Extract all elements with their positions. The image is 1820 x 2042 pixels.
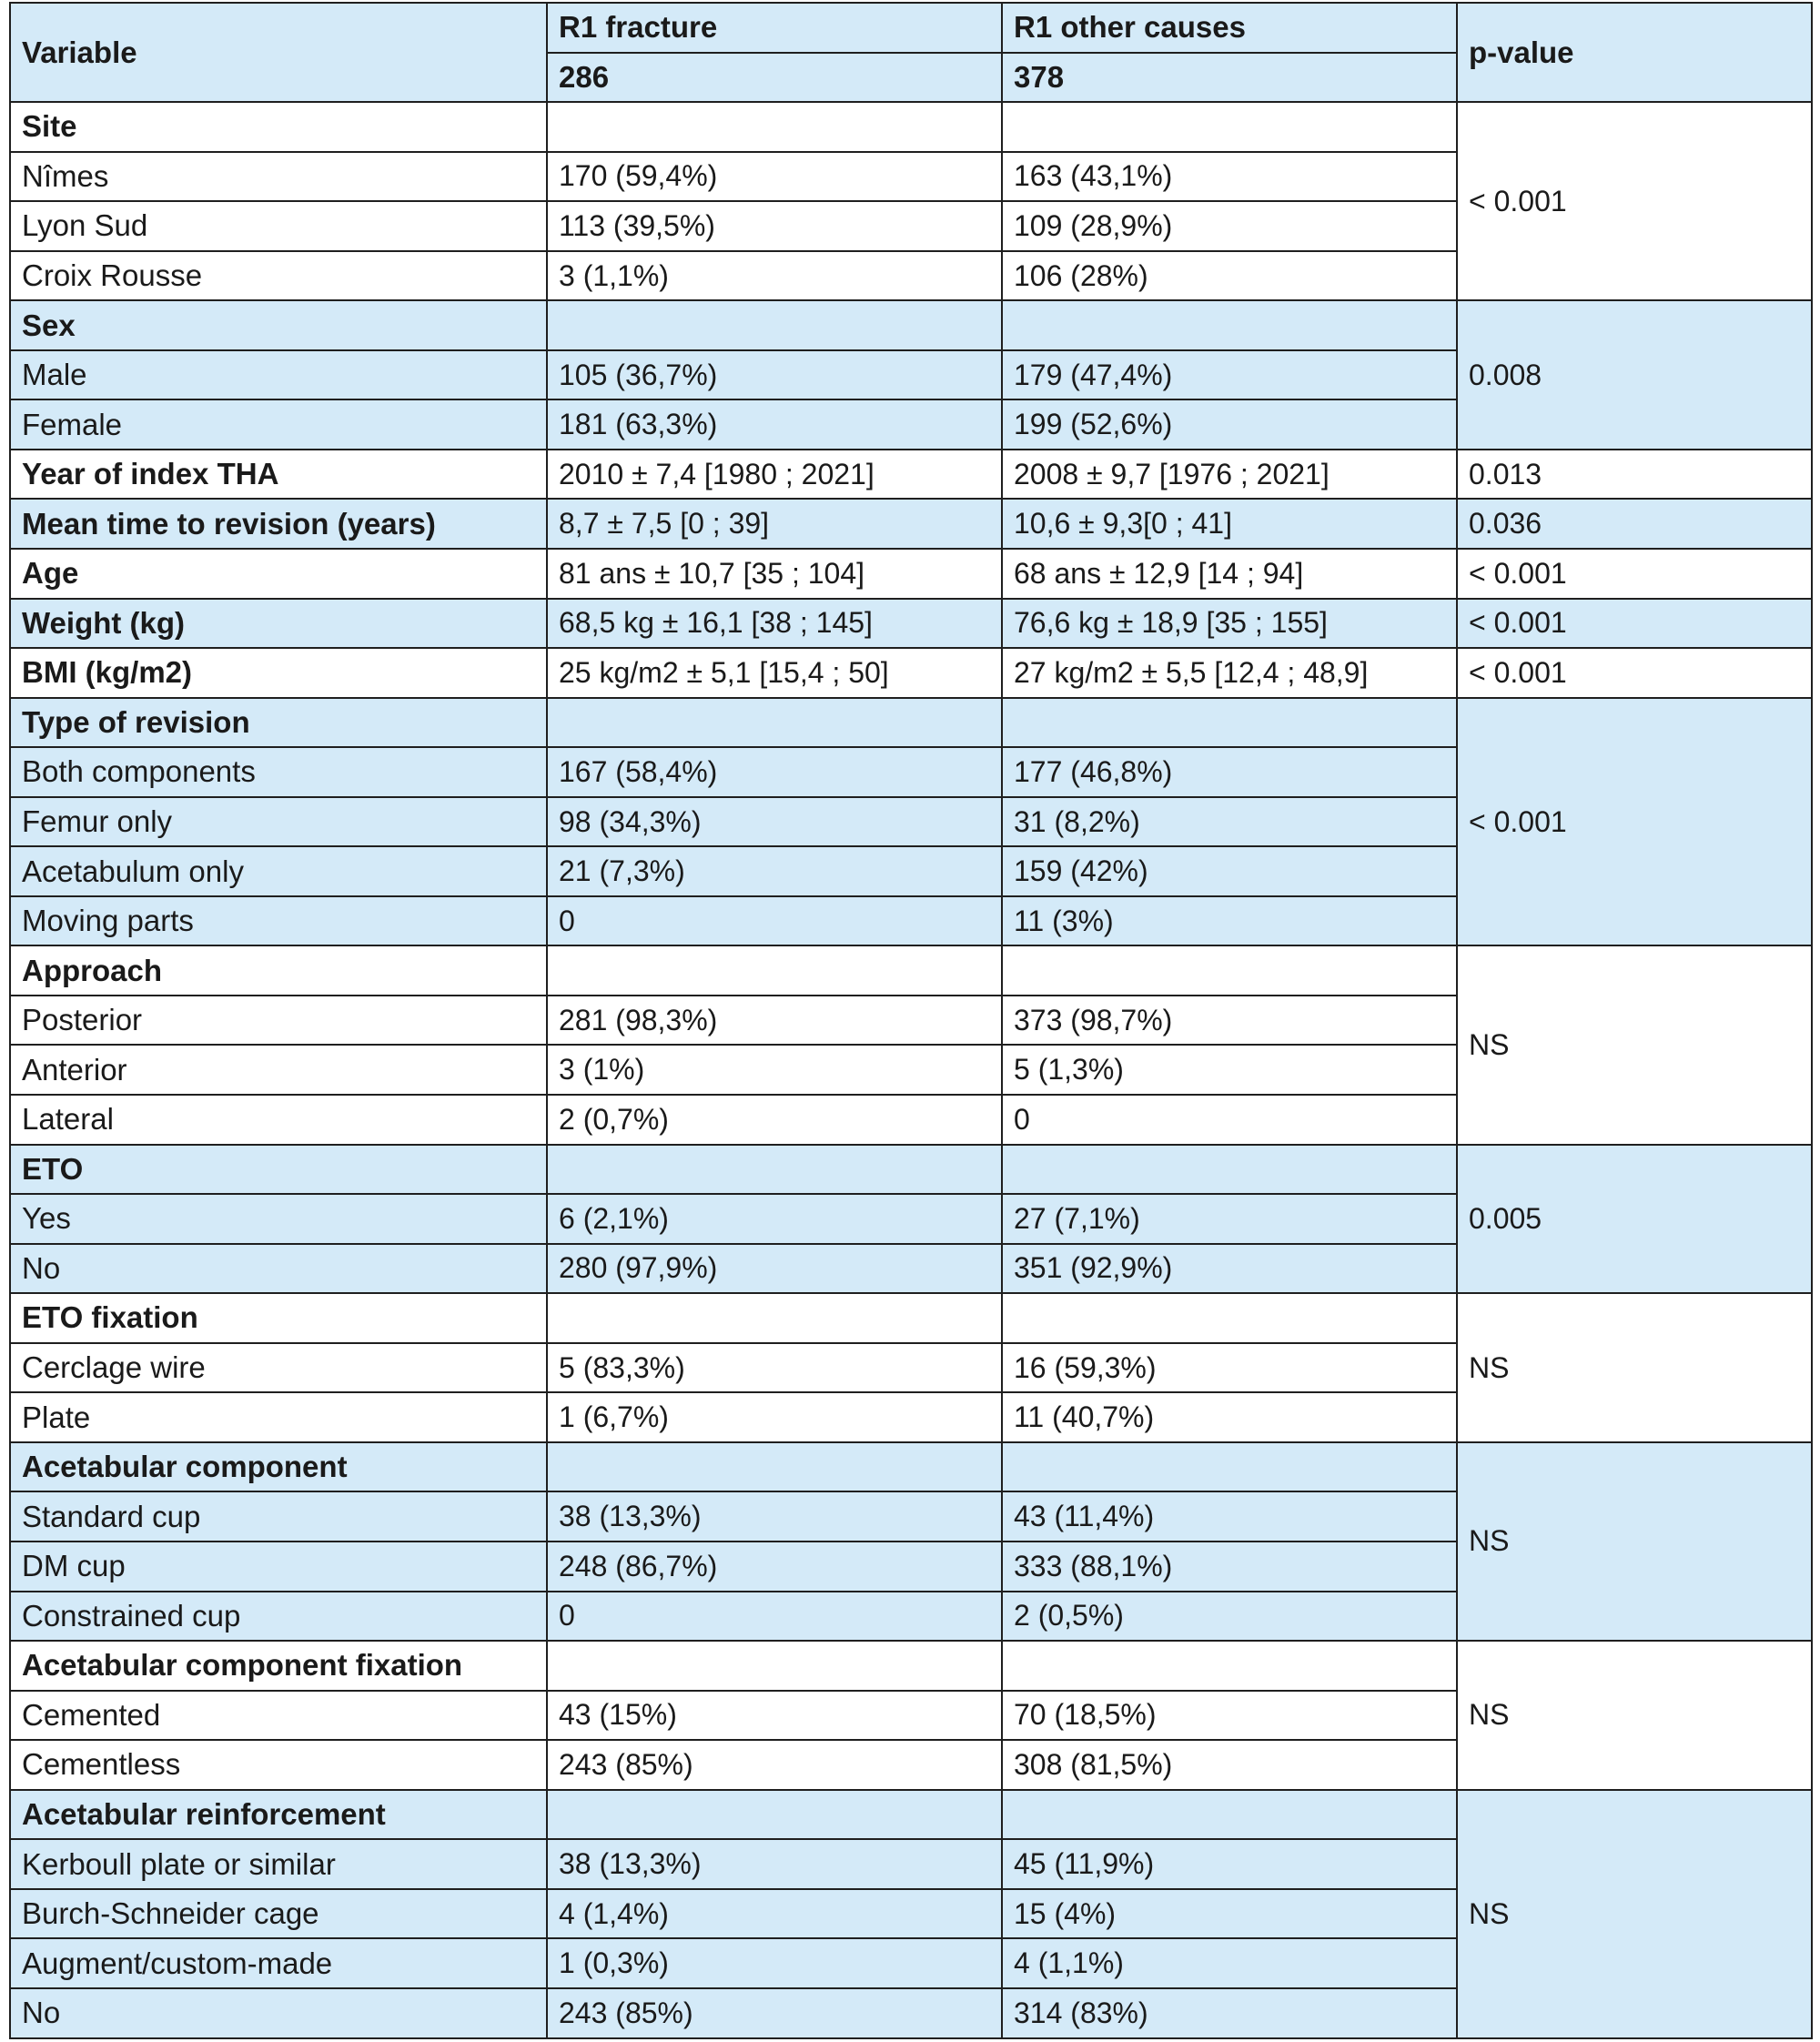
row-label: Female: [10, 399, 547, 450]
category-label: ETO fixation: [10, 1293, 547, 1343]
group1-value: 6 (2,1%): [547, 1194, 1002, 1244]
table-row: [10, 549, 1812, 599]
category-label: Acetabular component fixation: [10, 1641, 547, 1691]
group2-value: [1002, 1442, 1457, 1492]
row-label: Burch-Schneider cage: [10, 1889, 547, 1939]
group1-value: 3 (1,1%): [547, 251, 1002, 301]
group2-value: 109 (28,9%): [1002, 201, 1457, 251]
row-label: Anterior: [10, 1045, 547, 1095]
row-label: No: [10, 1988, 547, 2038]
table-row: [10, 102, 1812, 152]
group1-value: 5 (83,3%): [547, 1343, 1002, 1393]
group1-value: 68,5 kg ± 16,1 [38 ; 145]: [547, 599, 1002, 649]
p-value: < 0.001: [1457, 549, 1812, 599]
group2-value: 76,6 kg ± 18,9 [35 ; 155]: [1002, 599, 1457, 649]
row-label: Constrained cup: [10, 1592, 547, 1642]
group2-value: 27 (7,1%): [1002, 1194, 1457, 1244]
p-value: NS: [1457, 1293, 1812, 1442]
group2-value: 15 (4%): [1002, 1889, 1457, 1939]
p-value: NS: [1457, 1641, 1812, 1790]
row-label: Both components: [10, 747, 547, 797]
header-pvalue: p-value: [1457, 3, 1812, 102]
group1-value: 113 (39,5%): [547, 201, 1002, 251]
group1-value: [547, 1442, 1002, 1492]
table-row: [10, 1145, 1812, 1195]
group1-value: 243 (85%): [547, 1740, 1002, 1790]
group2-value: 163 (43,1%): [1002, 152, 1457, 202]
header-group1-n: 286: [547, 53, 1002, 103]
group1-value: 280 (97,9%): [547, 1244, 1002, 1294]
group1-value: 21 (7,3%): [547, 846, 1002, 896]
group2-value: 11 (40,7%): [1002, 1392, 1457, 1442]
p-value: 0.013: [1457, 450, 1812, 500]
p-value: < 0.001: [1457, 698, 1812, 946]
row-label: Posterior: [10, 996, 547, 1046]
group1-value: [547, 1293, 1002, 1343]
group1-value: 3 (1%): [547, 1045, 1002, 1095]
group1-value: 38 (13,3%): [547, 1839, 1002, 1889]
category-label: Weight (kg): [10, 599, 547, 649]
category-label: Type of revision: [10, 698, 547, 748]
group2-value: 2008 ± 9,7 [1976 ; 2021]: [1002, 450, 1457, 500]
group2-value: 2 (0,5%): [1002, 1592, 1457, 1642]
row-label: Standard cup: [10, 1491, 547, 1542]
group1-value: 248 (86,7%): [547, 1542, 1002, 1592]
group1-value: 0: [547, 896, 1002, 946]
row-label: Lateral: [10, 1095, 547, 1145]
row-label: Croix Rousse: [10, 251, 547, 301]
table-row: [10, 499, 1812, 549]
category-label: Sex: [10, 300, 547, 350]
row-label: DM cup: [10, 1542, 547, 1592]
p-value: 0.036: [1457, 499, 1812, 549]
header-group1-name: R1 fracture: [547, 3, 1002, 53]
table-row: [10, 300, 1812, 350]
group2-value: 0: [1002, 1095, 1457, 1145]
group1-value: 25 kg/m2 ± 5,1 [15,4 ; 50]: [547, 648, 1002, 698]
group2-value: 308 (81,5%): [1002, 1740, 1457, 1790]
table-row: [10, 1641, 1812, 1691]
row-label: Cementless: [10, 1740, 547, 1790]
group1-value: 1 (6,7%): [547, 1392, 1002, 1442]
table-row: [10, 945, 1812, 996]
row-label: Acetabulum only: [10, 846, 547, 896]
group1-value: 105 (36,7%): [547, 350, 1002, 400]
group2-value: 314 (83%): [1002, 1988, 1457, 2038]
group2-value: 27 kg/m2 ± 5,5 [12,4 ; 48,9]: [1002, 648, 1457, 698]
group2-value: 11 (3%): [1002, 896, 1457, 946]
category-label: Acetabular component: [10, 1442, 547, 1492]
p-value: 0.008: [1457, 300, 1812, 450]
table-row: [10, 1790, 1812, 1840]
row-label: Male: [10, 350, 547, 400]
group1-value: 81 ans ± 10,7 [35 ; 104]: [547, 549, 1002, 599]
table-row: [10, 450, 1812, 500]
group1-value: 281 (98,3%): [547, 996, 1002, 1046]
header-row-1: [10, 3, 1812, 53]
category-label: BMI (kg/m2): [10, 648, 547, 698]
category-label: Approach: [10, 945, 547, 996]
p-value: NS: [1457, 1442, 1812, 1641]
group2-value: [1002, 1790, 1457, 1840]
comparison-table: [9, 2, 1813, 2039]
group1-value: 243 (85%): [547, 1988, 1002, 2038]
category-label: Age: [10, 549, 547, 599]
group1-value: 2010 ± 7,4 [1980 ; 2021]: [547, 450, 1002, 500]
group2-value: 106 (28%): [1002, 251, 1457, 301]
group2-value: 5 (1,3%): [1002, 1045, 1457, 1095]
p-value: 0.005: [1457, 1145, 1812, 1294]
row-label: Plate: [10, 1392, 547, 1442]
table-body: [10, 3, 1812, 2038]
row-label: Femur only: [10, 797, 547, 847]
group2-value: 68 ans ± 12,9 [14 ; 94]: [1002, 549, 1457, 599]
group1-value: [547, 102, 1002, 152]
row-label: Moving parts: [10, 896, 547, 946]
row-label: Augment/custom-made: [10, 1938, 547, 1988]
group1-value: [547, 698, 1002, 748]
category-label: Site: [10, 102, 547, 152]
row-label: Cerclage wire: [10, 1343, 547, 1393]
group2-value: [1002, 945, 1457, 996]
group2-value: 70 (18,5%): [1002, 1691, 1457, 1741]
group1-value: 43 (15%): [547, 1691, 1002, 1741]
category-label: Mean time to revision (years): [10, 499, 547, 549]
group2-value: 373 (98,7%): [1002, 996, 1457, 1046]
group2-value: 177 (46,8%): [1002, 747, 1457, 797]
row-label: Yes: [10, 1194, 547, 1244]
group1-value: 2 (0,7%): [547, 1095, 1002, 1145]
group1-value: [547, 1145, 1002, 1195]
group2-value: 199 (52,6%): [1002, 399, 1457, 450]
p-value: < 0.001: [1457, 102, 1812, 300]
table-row: [10, 599, 1812, 649]
group2-value: 333 (88,1%): [1002, 1542, 1457, 1592]
group1-value: 1 (0,3%): [547, 1938, 1002, 1988]
group2-value: [1002, 300, 1457, 350]
group2-value: [1002, 1293, 1457, 1343]
group1-value: 0: [547, 1592, 1002, 1642]
group1-value: [547, 1790, 1002, 1840]
category-label: Year of index THA: [10, 450, 547, 500]
group1-value: 98 (34,3%): [547, 797, 1002, 847]
table-row: [10, 1293, 1812, 1343]
group1-value: 38 (13,3%): [547, 1491, 1002, 1542]
group1-value: [547, 1641, 1002, 1691]
group2-value: [1002, 102, 1457, 152]
group2-value: 4 (1,1%): [1002, 1938, 1457, 1988]
row-label: Kerboull plate or similar: [10, 1839, 547, 1889]
group1-value: 8,7 ± 7,5 [0 ; 39]: [547, 499, 1002, 549]
header-group2-n: 378: [1002, 53, 1457, 103]
group1-value: [547, 945, 1002, 996]
row-label: Lyon Sud: [10, 201, 547, 251]
header-variable: Variable: [10, 3, 547, 102]
row-label: Nîmes: [10, 152, 547, 202]
group2-value: 16 (59,3%): [1002, 1343, 1457, 1393]
group2-value: 10,6 ± 9,3[0 ; 41]: [1002, 499, 1457, 549]
group2-value: 43 (11,4%): [1002, 1491, 1457, 1542]
group1-value: 167 (58,4%): [547, 747, 1002, 797]
table-row: [10, 1442, 1812, 1492]
group2-value: [1002, 1145, 1457, 1195]
group2-value: 45 (11,9%): [1002, 1839, 1457, 1889]
group2-value: 159 (42%): [1002, 846, 1457, 896]
group2-value: 351 (92,9%): [1002, 1244, 1457, 1294]
group2-value: [1002, 698, 1457, 748]
group1-value: [547, 300, 1002, 350]
row-label: No: [10, 1244, 547, 1294]
group2-value: [1002, 1641, 1457, 1691]
group2-value: 31 (8,2%): [1002, 797, 1457, 847]
category-label: Acetabular reinforcement: [10, 1790, 547, 1840]
group2-value: 179 (47,4%): [1002, 350, 1457, 400]
table-row: [10, 698, 1812, 748]
group1-value: 170 (59,4%): [547, 152, 1002, 202]
table-row: [10, 648, 1812, 698]
p-value: < 0.001: [1457, 648, 1812, 698]
p-value: NS: [1457, 945, 1812, 1144]
row-label: Cemented: [10, 1691, 547, 1741]
p-value: < 0.001: [1457, 599, 1812, 649]
category-label: ETO: [10, 1145, 547, 1195]
header-group2-name: R1 other causes: [1002, 3, 1457, 53]
p-value: NS: [1457, 1790, 1812, 2038]
group1-value: 181 (63,3%): [547, 399, 1002, 450]
group1-value: 4 (1,4%): [547, 1889, 1002, 1939]
